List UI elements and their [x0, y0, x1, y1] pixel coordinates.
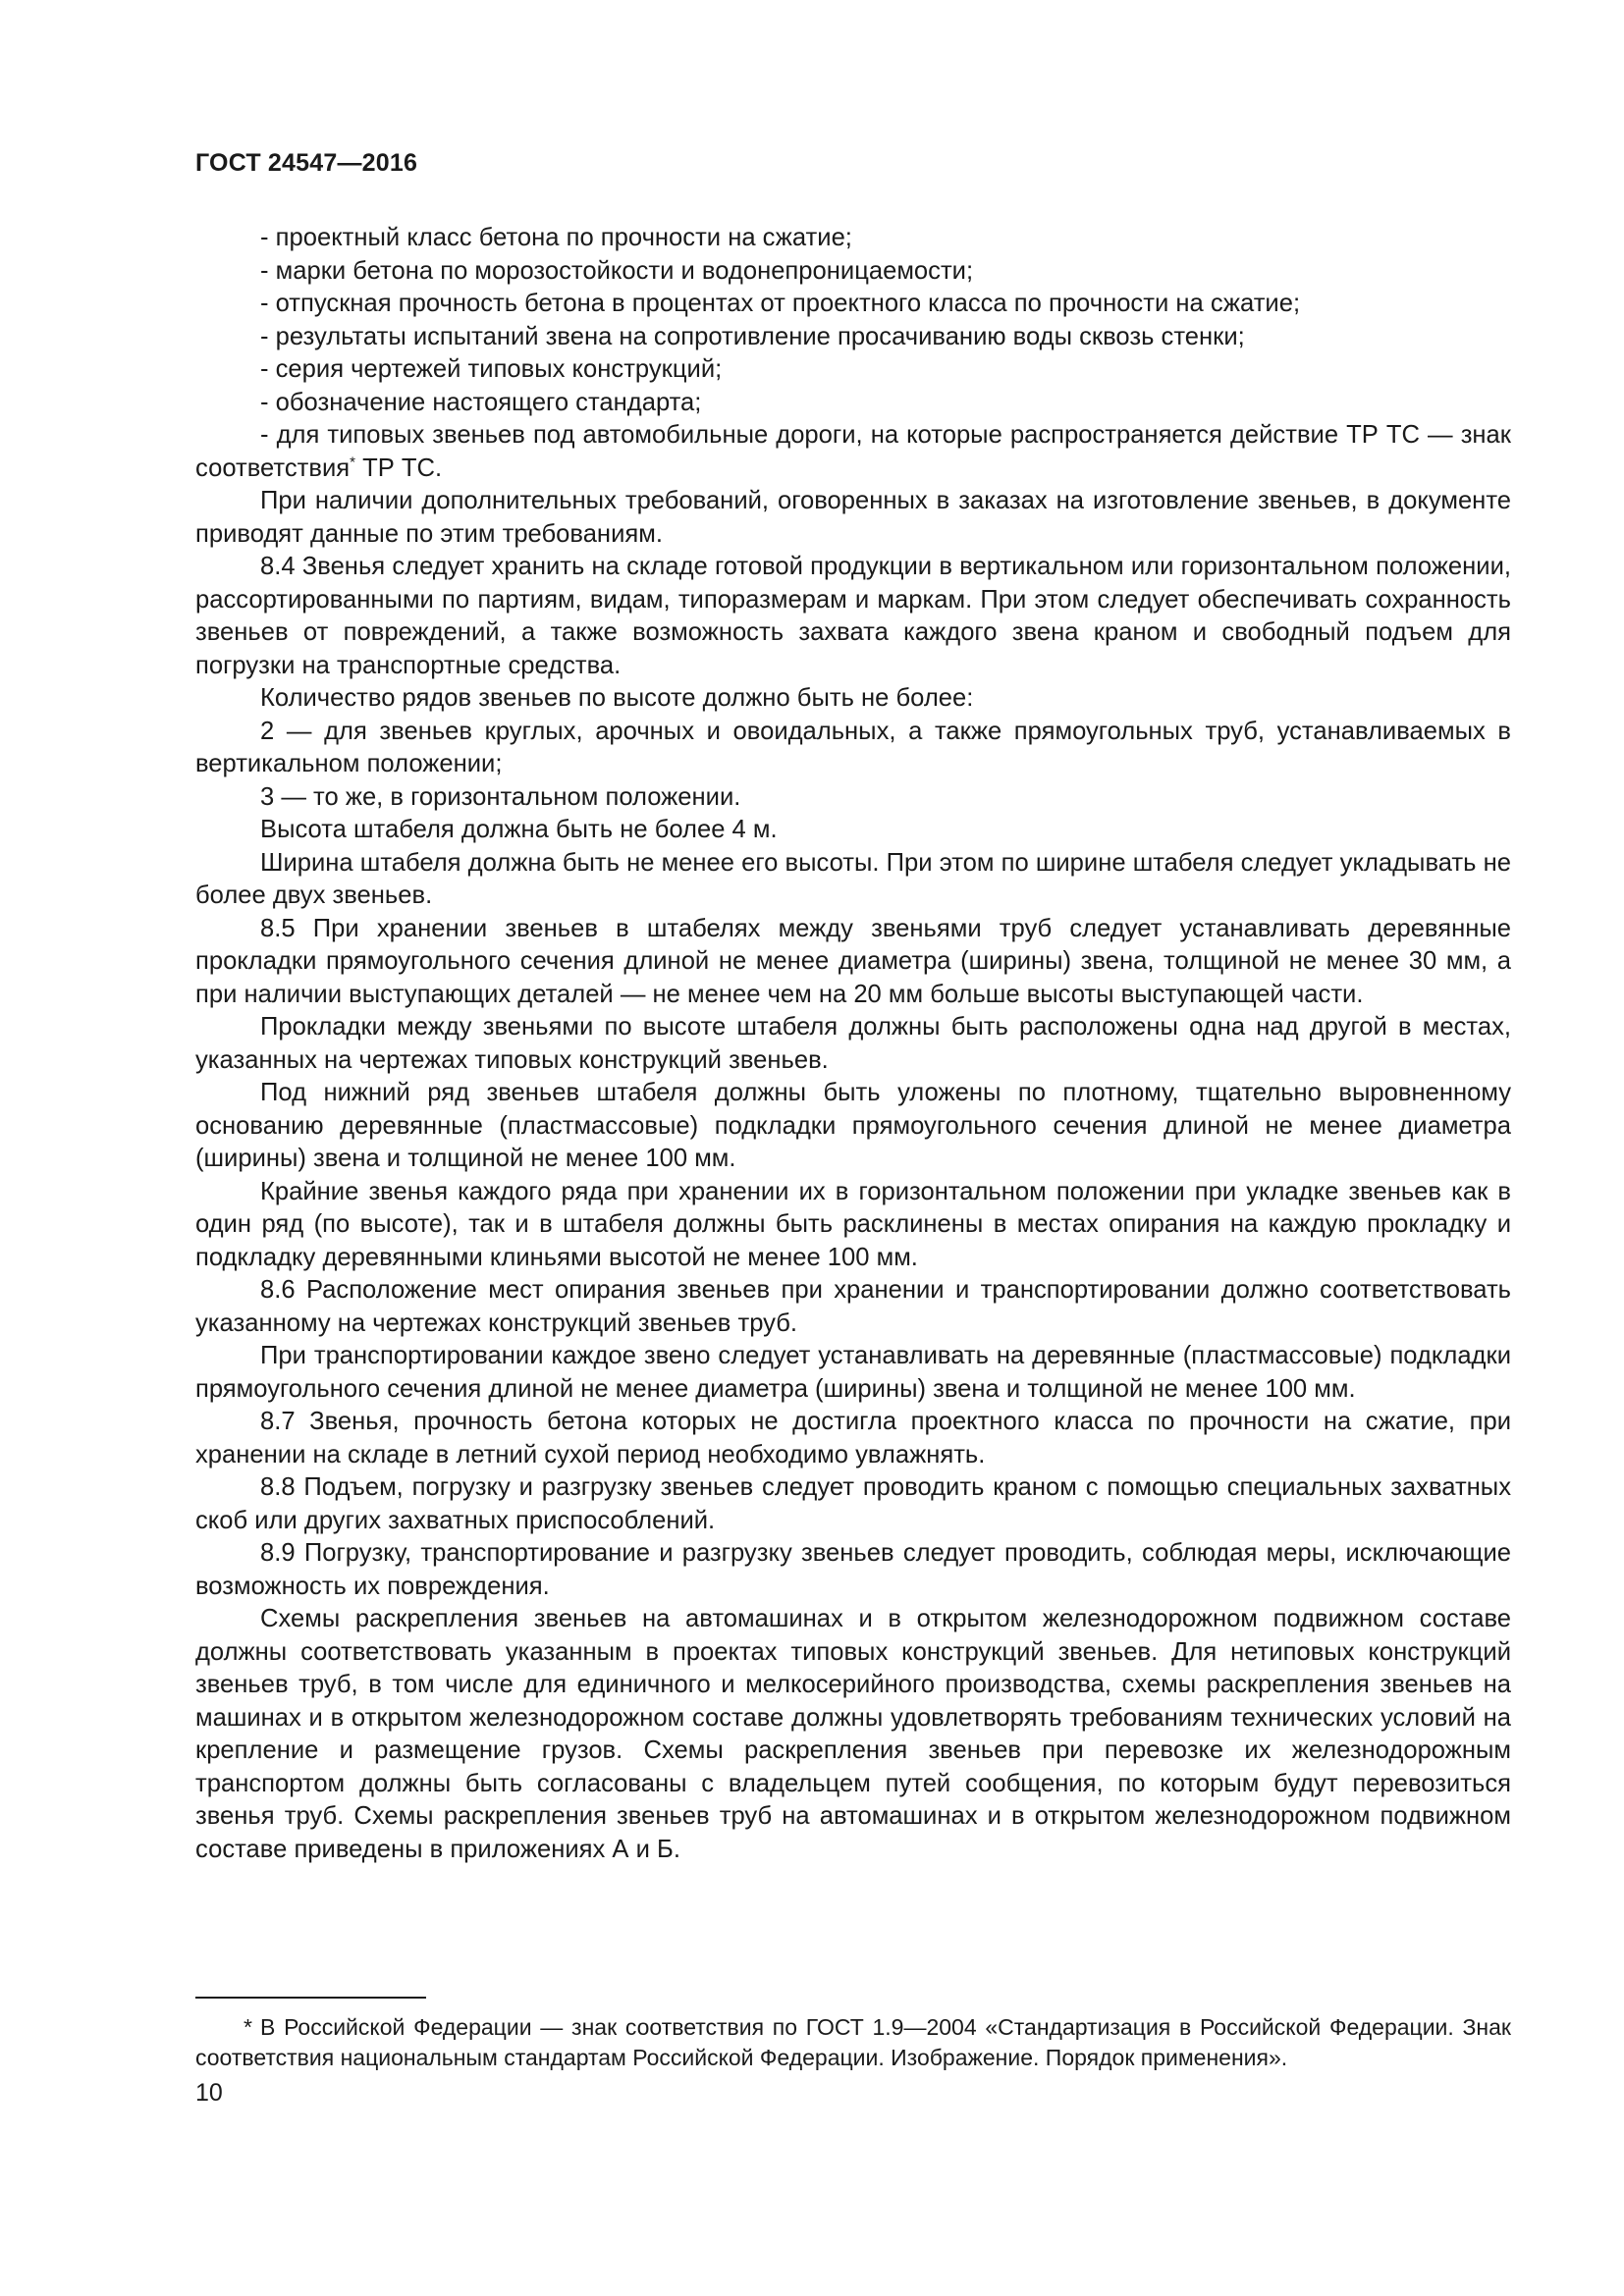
footnote-marker: *: [244, 2014, 252, 2040]
page-number: 10: [195, 2079, 223, 2107]
standard-header: ГОСТ 24547—2016: [195, 149, 418, 177]
paragraph: 2 — для звеньев круглых, арочных и овоидальных, а также прямоугольных труб, устанавливаемых в вертикальном положении;: [195, 717, 1511, 777]
list-item-text: - для типовых звеньев под автомобильные дороги, на которые распространяется действие ТР ТС — знак соответствия: [195, 421, 1511, 482]
list-item: - марки бетона по морозостойкости и водонепроницаемости;: [260, 256, 974, 285]
list-item: - серия чертежей типовых конструкций;: [260, 355, 723, 383]
footnote-text: В Российской Федерации — знак соответствия по ГОСТ 1.9—2004 «Стандартизация в Российской Федерации. Знак соответствия национальным стандартам Российской Федерации. Изображение. Порядок применения».: [195, 2014, 1511, 2070]
footnote-reference: *: [350, 453, 355, 470]
paragraph-8-7: 8.7 Звенья, прочность бетона которых не достигла проектного класса по прочности на сжатие, при хранении на складе в летний сухой период необходимо увлажнять.: [195, 1408, 1511, 1468]
paragraph: Схемы раскрепления звеньев на автомашинах и в открытом железнодорожном подвижном составе должны соответствовать указанным в проектах типовых конструкций звеньев. Для нетиповых конструкций звеньев труб, в том числе для единичного и мелкосерийного производства, схемы раскрепления звеньев на машинах и в открытом железнодорожном составе должны удовлетворять требованиям технических условий на крепление и размещение грузов. Схемы раскрепления звеньев при перевозке их железнодорожным транспортом должны быть согласованы с владельцем путей сообщения, по которым будут перевозиться звенья труб. Схемы раскрепления звеньев труб на автомашинах и в открытом железнодорожном подвижном составе приведены в приложениях А и Б.: [195, 1605, 1511, 1863]
list-item: - отпускная прочность бетона в процентах от проектного класса по прочности на сжатие;: [260, 290, 1301, 317]
paragraph-8-8: 8.8 Подъем, погрузку и разгрузку звеньев следует проводить краном с помощью специальных захватных скоб или других захватных приспособлений.: [195, 1473, 1511, 1534]
paragraph: 3 — то же, в горизонтальном положении.: [260, 782, 741, 811]
footnote-divider: [195, 1997, 426, 1999]
paragraph-8-6: 8.6 Расположение мест опирания звеньев при хранении и транспортировании должно соответствовать указанному на чертежах конструкций звеньев труб.: [195, 1276, 1511, 1337]
list-item: - обозначение настоящего стандарта;: [260, 388, 702, 416]
paragraph: Высота штабеля должна быть не более 4 м.: [260, 816, 778, 843]
list-item: - проектный класс бетона по прочности на сжатие;: [260, 224, 852, 251]
paragraph: Количество рядов звеньев по высоте должно быть не более:: [260, 684, 974, 712]
paragraph-8-5: 8.5 При хранении звеньев в штабелях между звеньями труб следует устанавливать деревянные прокладки прямоугольного сечения длиной не менее диаметра (ширины) звена, толщиной не менее 30 мм, а при наличии выступающих деталей — не менее чем на 20 мм больше высоты выступающей части.: [195, 914, 1511, 1008]
paragraph: Ширина штабеля должна быть не менее его высоты. При этом по ширине штабеля следует укладывать не более двух звеньев.: [195, 848, 1511, 909]
paragraph: При наличии дополнительных требований, оговоренных в заказах на изготовление звеньев, в документе приводят данные по этим требованиям.: [195, 487, 1511, 548]
paragraph: При транспортировании каждое звено следует устанавливать на деревянные (пластмассовые) подкладки прямоугольного сечения длиной не менее диаметра (ширины) звена и толщиной не менее 100 мм.: [195, 1342, 1511, 1403]
footnote: [195, 2012, 1511, 2073]
paragraph: Под нижний ряд звеньев штабеля должны быть уложены по плотному, тщательно выровненному основанию деревянные (пластмассовые) подкладки прямоугольного сечения длиной не менее диаметра (ширины) звена и толщиной не менее 100 мм.: [195, 1079, 1511, 1172]
list-item-tail: ТР ТС.: [354, 454, 443, 482]
paragraph-8-9: 8.9 Погрузку, транспортирование и разгрузку звеньев следует проводить, соблюдая меры, исключающие возможность их повреждения.: [195, 1539, 1511, 1600]
paragraph: Прокладки между звеньями по высоте штабеля должны быть расположены одна над другой в местах, указанных на чертежах типовых конструкций звеньев.: [195, 1013, 1511, 1074]
list-item-tr-ts: [195, 419, 1511, 485]
paragraph-8-4: 8.4 Звенья следует хранить на складе готовой продукции в вертикальном или горизонтальном положении, рассортированными по партиям, видам, типоразмерам и маркам. При этом следует обеспечивать сохранность звеньев от повреждений, а также возможность захвата каждого звена краном и свободный подъем для погрузки на транспортные средства.: [195, 553, 1511, 679]
paragraph: Крайние звенья каждого ряда при хранении их в горизонтальном положении при укладке звеньев как в один ряд (по высоте), так и в штабеля должны быть расклинены в местах опирания на каждую прокладку и подкладку деревянными клиньями высотой не менее 100 мм.: [195, 1177, 1511, 1271]
body-text: [195, 222, 1511, 1866]
list-item: - результаты испытаний звена на сопротивление просачиванию воды сквозь стенки;: [260, 322, 1245, 350]
